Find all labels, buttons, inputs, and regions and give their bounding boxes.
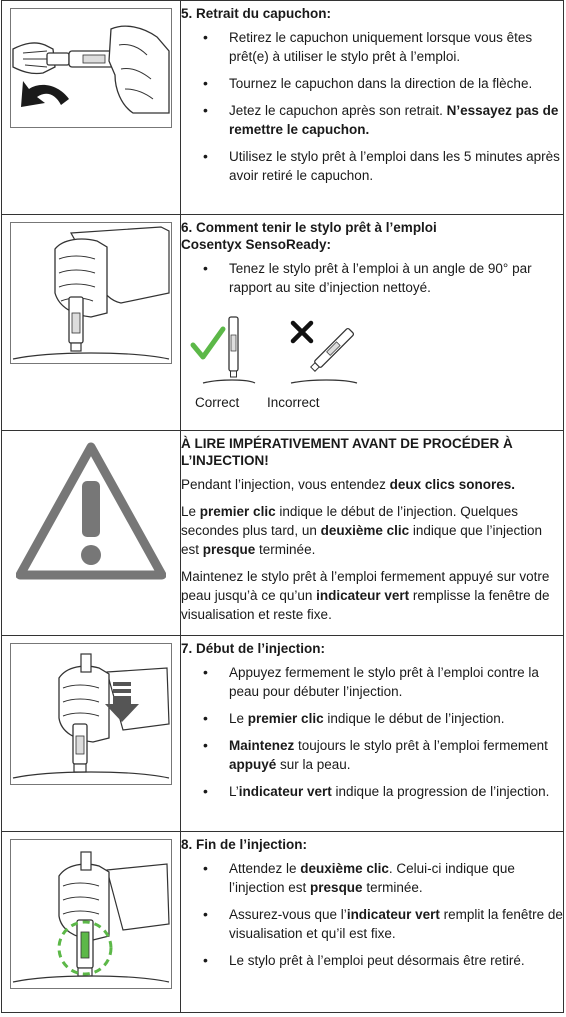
angle-comparison-figure <box>189 315 563 387</box>
text-run: indique la progression de l’injection. <box>331 784 550 799</box>
step-6-title-line2: Cosentyx SensoReady: <box>181 237 332 252</box>
incorrect-angle-drawing <box>287 315 359 387</box>
step-6-bullet-list <box>181 259 563 297</box>
instructions-table <box>1 0 564 1013</box>
incorrect-label: Incorrect <box>267 395 320 410</box>
press-pen-illustration <box>10 643 172 785</box>
bold-text: premier clic <box>247 711 324 726</box>
step-5-text-cell <box>181 1 564 215</box>
bullet-item <box>181 663 563 701</box>
correct-label: Correct <box>195 395 240 410</box>
bullet-item <box>181 782 563 801</box>
step-5-row <box>2 1 564 215</box>
bullet-item <box>181 28 563 66</box>
bullet-item <box>181 147 563 185</box>
cap-removal-illustration <box>10 8 172 128</box>
step-8-bullet-list <box>181 859 563 970</box>
text-run: remplisse la fenêtre de visualisation et reste fixe. <box>181 588 550 622</box>
end-injection-illustration <box>10 839 172 989</box>
bullet-item <box>181 74 563 93</box>
bullet-item <box>181 859 563 897</box>
incorrect-angle-figure <box>287 315 359 387</box>
text-run: Retirez le capuchon uniquement lorsque vous êtes prêt(e) à utiliser le stylo prêt à l’emploi. <box>229 30 533 64</box>
step-5-title: 5. Retrait du capuchon: <box>181 6 332 21</box>
text-run: L’ <box>229 784 239 799</box>
text-run: Maintenez le stylo prêt à l’emploi fermement appuyé sur votre peau jusqu’à ce qu’un <box>181 569 550 603</box>
text-run: Jetez le capuchon après son retrait. <box>229 103 447 118</box>
text-run: indique le début de l’injection. Quelques secondes plus tard, un <box>181 504 518 538</box>
bold-text: deuxième clic <box>300 861 389 876</box>
bold-text: indicateur vert <box>346 907 440 922</box>
text-run: Le <box>181 504 200 519</box>
warning-title: À LIRE IMPÉRATIVEMENT AVANT DE PROCÉDER À L’INJECTION! <box>181 436 513 468</box>
bullet-item <box>181 905 563 943</box>
hold-pen-illustration <box>10 222 172 364</box>
bold-text: deuxième clic <box>320 523 410 538</box>
warning-paragraphs <box>181 475 563 624</box>
step-8-title: 8. Fin de l’injection: <box>181 837 308 852</box>
warning-text-cell <box>181 431 564 636</box>
text-run: indique que l’injection est <box>181 523 543 557</box>
step-6-illustration-cell <box>2 215 181 431</box>
text-run: Pendant l’injection, vous entendez <box>181 477 390 492</box>
correct-angle-figure <box>189 315 257 387</box>
text-run: Assurez-vous que l’ <box>229 907 347 922</box>
bullet-item <box>181 709 563 728</box>
text-run: Le <box>229 711 248 726</box>
bullet-item <box>181 951 563 970</box>
bullet-item <box>181 101 563 139</box>
text-run: indique le début de l’injection. <box>323 711 505 726</box>
warning-illustration-cell <box>2 431 181 636</box>
step-5-bullet-list <box>181 28 563 185</box>
step-6-text-cell <box>181 215 564 431</box>
text-run: . Celui-ci indique que l’injection est <box>229 861 515 895</box>
warning-paragraph <box>181 502 563 559</box>
text-run: Attendez le <box>229 861 301 876</box>
checkmark-icon <box>193 329 223 357</box>
bold-text: Maintenez <box>229 738 295 753</box>
warning-triangle-icon <box>16 441 166 581</box>
text-run: Le stylo prêt à l’emploi peut désormais être retiré. <box>229 953 525 968</box>
angle-labels <box>195 395 563 410</box>
arrow-bar-1 <box>113 682 131 686</box>
text-run: Utilisez le stylo prêt à l’emploi dans les 5 minutes après avoir retiré le capuchon. <box>229 149 560 183</box>
text-run: Tenez le stylo prêt à l’emploi à un angle de 90° par rapport au site d’injection nettoyé. <box>229 261 532 295</box>
bullet-item <box>181 736 563 774</box>
step-7-title: 7. Début de l’injection: <box>181 641 326 656</box>
text-run: Tournez le capuchon dans la direction de la flèche. <box>229 76 533 91</box>
text-run: Appuyez fermement le stylo prêt à l’emploi contre la peau pour débuter l’injection. <box>229 665 539 699</box>
warning-row <box>2 431 564 636</box>
step-8-row <box>2 832 564 1013</box>
bullet-item <box>181 259 563 297</box>
bold-text: indicateur vert <box>316 588 410 603</box>
step-7-bullet-list <box>181 663 563 801</box>
text-run: terminée. <box>362 880 423 895</box>
step-5-illustration-cell <box>2 1 181 215</box>
step-6-title-line1: 6. Comment tenir le stylo prêt à l’emploi <box>181 220 437 235</box>
arrow-bar-2 <box>113 689 131 693</box>
bold-text: appuyé <box>229 757 277 772</box>
step-6-row <box>2 215 564 431</box>
green-indicator <box>81 932 89 958</box>
bold-text: N’essayez pas de remettre le capuchon. <box>229 103 559 137</box>
cross-icon <box>293 323 311 341</box>
step-8-text-cell <box>181 832 564 1013</box>
correct-angle-drawing <box>189 315 257 387</box>
bold-text: premier clic <box>199 504 276 519</box>
warning-paragraph <box>181 567 563 624</box>
step-7-row <box>2 636 564 832</box>
bold-text: presque <box>202 542 256 557</box>
bold-text: deux clics sonores. <box>389 477 515 492</box>
warning-paragraph <box>181 475 563 494</box>
step-7-text-cell <box>181 636 564 832</box>
text-run: toujours le stylo prêt à l’emploi fermement <box>294 738 548 753</box>
text-run: terminée. <box>255 542 316 557</box>
bold-text: indicateur vert <box>238 784 332 799</box>
step-7-illustration-cell <box>2 636 181 832</box>
text-run: sur la peau. <box>276 757 351 772</box>
text-run: remplit la fenêtre de visualisation et qu’il est fixe. <box>229 907 563 941</box>
bold-text: presque <box>310 880 363 895</box>
step-8-illustration-cell <box>2 832 181 1013</box>
